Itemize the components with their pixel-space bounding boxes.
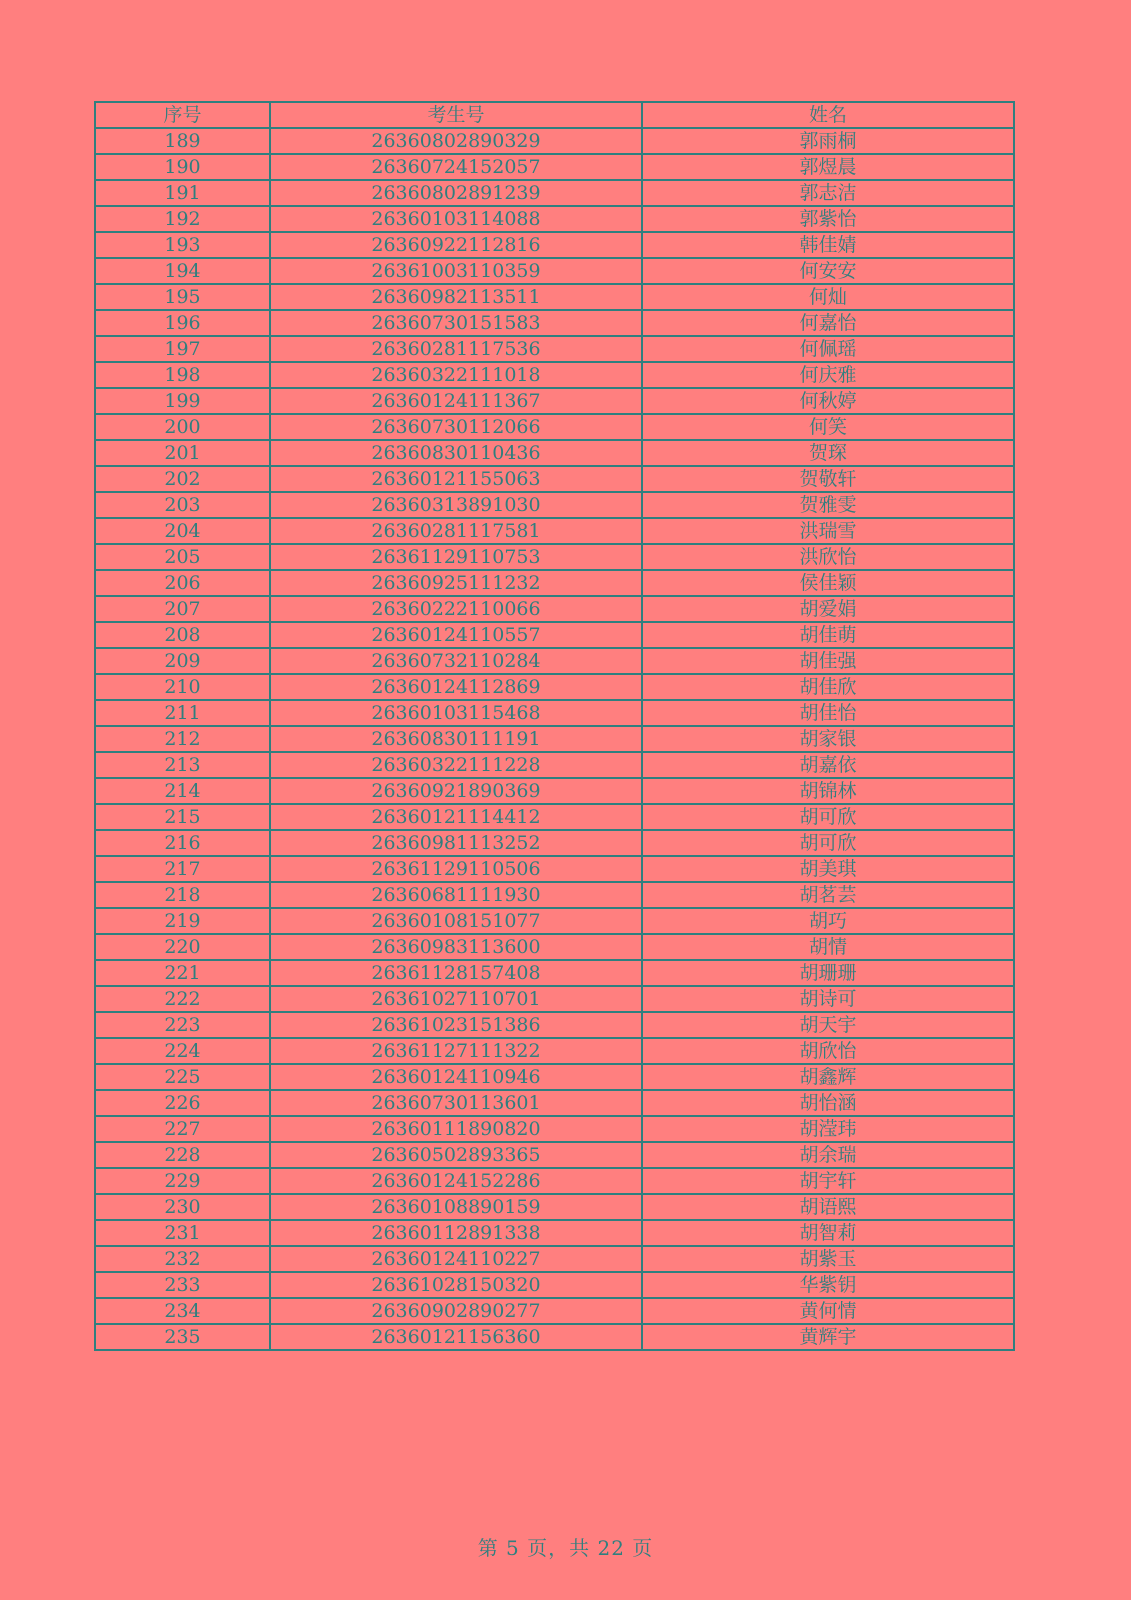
table-row	[95, 128, 1014, 154]
cell-name: 何佩瑶	[642, 336, 1014, 362]
cell-name: 贺雅雯	[642, 492, 1014, 518]
table-row	[95, 544, 1014, 570]
cell-candidate-id: 26360802891239	[270, 180, 642, 206]
student-list-table	[94, 101, 1015, 1351]
cell-candidate-id: 26360322111018	[270, 362, 642, 388]
table-row	[95, 752, 1014, 778]
cell-candidate-id: 26361028150320	[270, 1272, 642, 1298]
header-name: 姓名	[642, 102, 1014, 128]
table-row	[95, 362, 1014, 388]
table-row	[95, 622, 1014, 648]
cell-seq: 227	[95, 1116, 270, 1142]
table-row	[95, 1246, 1014, 1272]
cell-name: 何庆雅	[642, 362, 1014, 388]
table-row	[95, 1038, 1014, 1064]
cell-candidate-id: 26361027110701	[270, 986, 642, 1012]
cell-candidate-id: 26360313891030	[270, 492, 642, 518]
cell-candidate-id: 26360108890159	[270, 1194, 642, 1220]
cell-name: 郭志洁	[642, 180, 1014, 206]
table-body	[95, 128, 1014, 1350]
cell-name: 黄何情	[642, 1298, 1014, 1324]
cell-candidate-id: 26360981113252	[270, 830, 642, 856]
cell-candidate-id: 26361129110753	[270, 544, 642, 570]
table-row	[95, 804, 1014, 830]
cell-seq: 226	[95, 1090, 270, 1116]
cell-name: 胡紫玉	[642, 1246, 1014, 1272]
cell-seq: 189	[95, 128, 270, 154]
cell-name: 胡余瑞	[642, 1142, 1014, 1168]
cell-candidate-id: 26360124112869	[270, 674, 642, 700]
cell-name: 胡可欣	[642, 804, 1014, 830]
table-row	[95, 1220, 1014, 1246]
table-row	[95, 726, 1014, 752]
cell-seq: 217	[95, 856, 270, 882]
table-row	[95, 232, 1014, 258]
cell-candidate-id: 26360222110066	[270, 596, 642, 622]
cell-name: 侯佳颖	[642, 570, 1014, 596]
table-row	[95, 830, 1014, 856]
cell-seq: 230	[95, 1194, 270, 1220]
cell-name: 胡茗芸	[642, 882, 1014, 908]
table-row	[95, 206, 1014, 232]
cell-candidate-id: 26360103114088	[270, 206, 642, 232]
cell-candidate-id: 26360281117581	[270, 518, 642, 544]
cell-seq: 221	[95, 960, 270, 986]
cell-name: 何秋婷	[642, 388, 1014, 414]
cell-candidate-id: 26360681111930	[270, 882, 642, 908]
table-row	[95, 440, 1014, 466]
cell-seq: 192	[95, 206, 270, 232]
cell-candidate-id: 26360124110227	[270, 1246, 642, 1272]
cell-candidate-id: 26360502893365	[270, 1142, 642, 1168]
table-row	[95, 1090, 1014, 1116]
table-header	[95, 102, 1014, 128]
cell-seq: 218	[95, 882, 270, 908]
cell-name: 郭紫怡	[642, 206, 1014, 232]
cell-candidate-id: 26360922112816	[270, 232, 642, 258]
cell-name: 胡巧	[642, 908, 1014, 934]
cell-name: 胡可欣	[642, 830, 1014, 856]
cell-seq: 207	[95, 596, 270, 622]
cell-candidate-id: 26360730151583	[270, 310, 642, 336]
cell-name: 胡美琪	[642, 856, 1014, 882]
table-row	[95, 466, 1014, 492]
cell-candidate-id: 26360121114412	[270, 804, 642, 830]
header-seq: 序号	[95, 102, 270, 128]
cell-seq: 235	[95, 1324, 270, 1350]
cell-seq: 222	[95, 986, 270, 1012]
cell-name: 洪欣怡	[642, 544, 1014, 570]
cell-name: 何安安	[642, 258, 1014, 284]
cell-name: 胡滢玮	[642, 1116, 1014, 1142]
cell-name: 胡佳强	[642, 648, 1014, 674]
cell-seq: 224	[95, 1038, 270, 1064]
cell-candidate-id: 26360921890369	[270, 778, 642, 804]
cell-seq: 209	[95, 648, 270, 674]
cell-name: 胡珊珊	[642, 960, 1014, 986]
cell-name: 胡宇轩	[642, 1168, 1014, 1194]
cell-seq: 191	[95, 180, 270, 206]
table-row	[95, 986, 1014, 1012]
cell-candidate-id: 26360124152286	[270, 1168, 642, 1194]
cell-candidate-id: 26360982113511	[270, 284, 642, 310]
table-row	[95, 596, 1014, 622]
cell-name: 贺琛	[642, 440, 1014, 466]
cell-seq: 219	[95, 908, 270, 934]
cell-name: 胡嘉依	[642, 752, 1014, 778]
cell-seq: 232	[95, 1246, 270, 1272]
cell-seq: 195	[95, 284, 270, 310]
table-row	[95, 1194, 1014, 1220]
cell-candidate-id: 26360830110436	[270, 440, 642, 466]
cell-seq: 203	[95, 492, 270, 518]
table-row	[95, 1142, 1014, 1168]
table-row	[95, 1324, 1014, 1350]
cell-candidate-id: 26361129110506	[270, 856, 642, 882]
cell-name: 贺敬轩	[642, 466, 1014, 492]
cell-seq: 223	[95, 1012, 270, 1038]
cell-candidate-id: 26360730112066	[270, 414, 642, 440]
cell-seq: 215	[95, 804, 270, 830]
cell-name: 胡智莉	[642, 1220, 1014, 1246]
cell-candidate-id: 26361023151386	[270, 1012, 642, 1038]
table-row	[95, 856, 1014, 882]
cell-name: 黄辉宇	[642, 1324, 1014, 1350]
cell-name: 胡爱娟	[642, 596, 1014, 622]
table-row	[95, 1168, 1014, 1194]
cell-name: 胡怡涵	[642, 1090, 1014, 1116]
cell-name: 胡佳怡	[642, 700, 1014, 726]
cell-seq: 204	[95, 518, 270, 544]
cell-candidate-id: 26361127111322	[270, 1038, 642, 1064]
cell-seq: 193	[95, 232, 270, 258]
table-row	[95, 492, 1014, 518]
cell-seq: 190	[95, 154, 270, 180]
cell-seq: 198	[95, 362, 270, 388]
cell-name: 郭雨桐	[642, 128, 1014, 154]
cell-name: 胡佳欣	[642, 674, 1014, 700]
cell-name: 华紫钥	[642, 1272, 1014, 1298]
cell-candidate-id: 26360724152057	[270, 154, 642, 180]
cell-seq: 216	[95, 830, 270, 856]
table-row	[95, 648, 1014, 674]
cell-name: 郭煜晨	[642, 154, 1014, 180]
table-row	[95, 180, 1014, 206]
cell-seq: 213	[95, 752, 270, 778]
cell-seq: 206	[95, 570, 270, 596]
cell-name: 胡锦林	[642, 778, 1014, 804]
cell-seq: 228	[95, 1142, 270, 1168]
table-row	[95, 934, 1014, 960]
cell-name: 何笑	[642, 414, 1014, 440]
table-row	[95, 1116, 1014, 1142]
cell-candidate-id: 26360322111228	[270, 752, 642, 778]
cell-name: 何灿	[642, 284, 1014, 310]
cell-seq: 234	[95, 1298, 270, 1324]
cell-candidate-id: 26360802890329	[270, 128, 642, 154]
cell-candidate-id: 26360730113601	[270, 1090, 642, 1116]
cell-name: 胡欣怡	[642, 1038, 1014, 1064]
cell-seq: 225	[95, 1064, 270, 1090]
cell-seq: 229	[95, 1168, 270, 1194]
cell-name: 胡语熙	[642, 1194, 1014, 1220]
cell-seq: 205	[95, 544, 270, 570]
table-row	[95, 778, 1014, 804]
table-row	[95, 336, 1014, 362]
cell-seq: 220	[95, 934, 270, 960]
cell-candidate-id: 26360121155063	[270, 466, 642, 492]
cell-name: 胡情	[642, 934, 1014, 960]
cell-candidate-id: 26360902890277	[270, 1298, 642, 1324]
cell-name: 胡诗可	[642, 986, 1014, 1012]
table-row	[95, 388, 1014, 414]
cell-candidate-id: 26360111890820	[270, 1116, 642, 1142]
cell-seq: 233	[95, 1272, 270, 1298]
cell-seq: 214	[95, 778, 270, 804]
table-row	[95, 414, 1014, 440]
page-number: 第 5 页，共 22 页	[477, 1536, 654, 1560]
cell-seq: 200	[95, 414, 270, 440]
cell-candidate-id: 26360121156360	[270, 1324, 642, 1350]
cell-seq: 201	[95, 440, 270, 466]
cell-candidate-id: 26360925111232	[270, 570, 642, 596]
cell-candidate-id: 26360124110557	[270, 622, 642, 648]
cell-candidate-id: 26361003110359	[270, 258, 642, 284]
table-row	[95, 960, 1014, 986]
table-row	[95, 674, 1014, 700]
cell-candidate-id: 26360108151077	[270, 908, 642, 934]
cell-name: 韩佳婧	[642, 232, 1014, 258]
cell-candidate-id: 26360124111367	[270, 388, 642, 414]
table-row	[95, 310, 1014, 336]
cell-name: 胡佳萌	[642, 622, 1014, 648]
cell-name: 胡鑫辉	[642, 1064, 1014, 1090]
table-row	[95, 1064, 1014, 1090]
table-row	[95, 908, 1014, 934]
table-row	[95, 1298, 1014, 1324]
cell-candidate-id: 26361128157408	[270, 960, 642, 986]
cell-name: 胡天宇	[642, 1012, 1014, 1038]
cell-name: 胡家银	[642, 726, 1014, 752]
table-row	[95, 1012, 1014, 1038]
cell-seq: 202	[95, 466, 270, 492]
cell-seq: 210	[95, 674, 270, 700]
table-row	[95, 882, 1014, 908]
header-candidate-id: 考生号	[270, 102, 642, 128]
table-row	[95, 570, 1014, 596]
table-row	[95, 258, 1014, 284]
cell-candidate-id: 26360103115468	[270, 700, 642, 726]
cell-seq: 199	[95, 388, 270, 414]
table-row	[95, 518, 1014, 544]
cell-seq: 196	[95, 310, 270, 336]
header-row	[95, 102, 1014, 128]
cell-seq: 194	[95, 258, 270, 284]
table-row	[95, 1272, 1014, 1298]
cell-name: 洪瑞雪	[642, 518, 1014, 544]
cell-candidate-id: 26360124110946	[270, 1064, 642, 1090]
table-row	[95, 700, 1014, 726]
cell-candidate-id: 26360983113600	[270, 934, 642, 960]
cell-seq: 231	[95, 1220, 270, 1246]
cell-seq: 211	[95, 700, 270, 726]
cell-seq: 208	[95, 622, 270, 648]
cell-candidate-id: 26360732110284	[270, 648, 642, 674]
cell-seq: 212	[95, 726, 270, 752]
student-list-table-container	[94, 101, 1013, 1351]
cell-candidate-id: 26360281117536	[270, 336, 642, 362]
cell-name: 何嘉怡	[642, 310, 1014, 336]
table-row	[95, 154, 1014, 180]
cell-seq: 197	[95, 336, 270, 362]
cell-candidate-id: 26360830111191	[270, 726, 642, 752]
table-row	[95, 284, 1014, 310]
cell-candidate-id: 26360112891338	[270, 1220, 642, 1246]
